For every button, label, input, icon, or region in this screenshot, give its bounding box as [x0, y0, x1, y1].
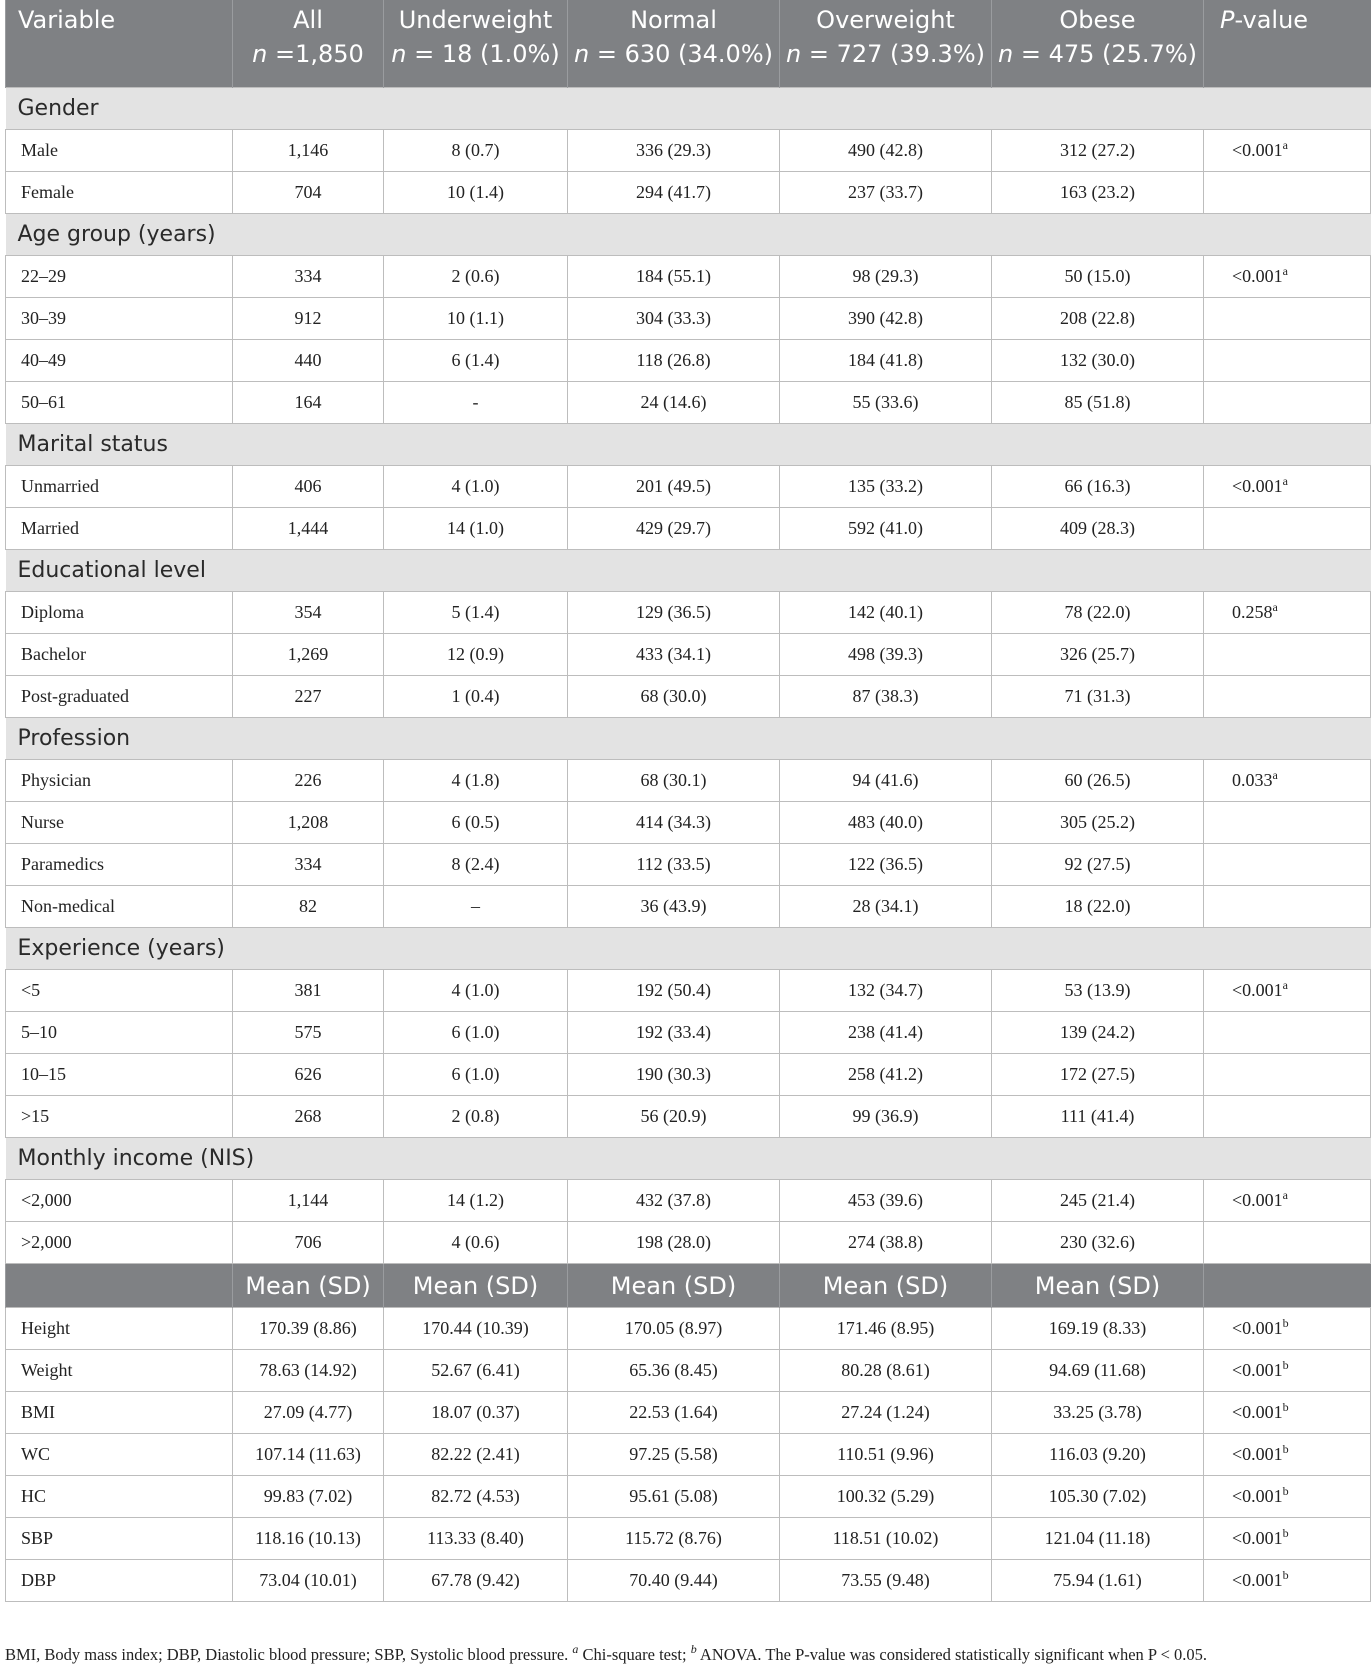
- cell-normal: 97.25 (5.58): [568, 1434, 780, 1476]
- table-row: [6, 886, 1371, 928]
- cell-overweight: 490 (42.8): [780, 130, 992, 172]
- cell-all: 118.16 (10.13): [233, 1518, 384, 1560]
- cell-all: 575: [233, 1012, 384, 1054]
- cell-all: 381: [233, 970, 384, 1012]
- p-value-footnote-mark: a: [1282, 1188, 1288, 1202]
- mean-sd-header-cell: Mean (SD): [233, 1264, 384, 1308]
- p-value-footnote-mark: b: [1282, 1316, 1289, 1330]
- table-row: [6, 1180, 1371, 1222]
- cell-normal: 56 (20.9): [568, 1096, 780, 1138]
- cell-normal: 432 (37.8): [568, 1180, 780, 1222]
- cell-obese: 78 (22.0): [992, 592, 1204, 634]
- cell-obese: 139 (24.2): [992, 1012, 1204, 1054]
- cell-underweight: 14 (1.0): [384, 508, 568, 550]
- cell-normal: 201 (49.5): [568, 466, 780, 508]
- row-label: WC: [6, 1434, 233, 1476]
- cell-normal: 68 (30.0): [568, 676, 780, 718]
- row-label: 5–10: [6, 1012, 233, 1054]
- row-label: SBP: [6, 1518, 233, 1560]
- p-value-text: <0.001: [1232, 1402, 1283, 1422]
- cell-p-value: [1204, 466, 1371, 508]
- p-value-text: <0.001: [1232, 1318, 1283, 1338]
- cell-obese: 230 (32.6): [992, 1222, 1204, 1264]
- row-label: 22–29: [6, 256, 233, 298]
- cell-underweight: 2 (0.8): [384, 1096, 568, 1138]
- p-value-text: <0.001: [1232, 1360, 1283, 1380]
- cell-overweight: 142 (40.1): [780, 592, 992, 634]
- cell-obese: 172 (27.5): [992, 1054, 1204, 1096]
- cell-obese: 116.03 (9.20): [992, 1434, 1204, 1476]
- p-value-text: <0.001: [1232, 980, 1283, 1000]
- p-value-footnote-mark: a: [1282, 978, 1288, 992]
- table-row: [6, 970, 1371, 1012]
- cell-obese: 53 (13.9): [992, 970, 1204, 1012]
- cell-underweight: –: [384, 886, 568, 928]
- column-header-underweight: Underweight: [384, 0, 568, 40]
- table-row: [6, 1350, 1371, 1392]
- table-row: [6, 256, 1371, 298]
- cell-normal: 304 (33.3): [568, 298, 780, 340]
- cell-overweight: 80.28 (8.61): [780, 1350, 992, 1392]
- data-table: [5, 0, 1371, 1602]
- cell-normal: 170.05 (8.97): [568, 1308, 780, 1350]
- row-label: Post-graduated: [6, 676, 233, 718]
- cell-all: 334: [233, 256, 384, 298]
- cell-normal: 429 (29.7): [568, 508, 780, 550]
- p-value-text: <0.001: [1232, 1486, 1283, 1506]
- column-header-obese: Obese: [992, 0, 1204, 40]
- row-label: Height: [6, 1308, 233, 1350]
- table-row: [6, 1392, 1371, 1434]
- cell-normal: 70.40 (9.44): [568, 1560, 780, 1602]
- cell-p-value: [1204, 298, 1371, 340]
- cell-all: 164: [233, 382, 384, 424]
- cell-all: 73.04 (10.01): [233, 1560, 384, 1602]
- p-value-text: <0.001: [1232, 476, 1283, 496]
- cell-obese: 66 (16.3): [992, 466, 1204, 508]
- cell-all: 354: [233, 592, 384, 634]
- table-row: [6, 1560, 1371, 1602]
- cell-normal: 68 (30.1): [568, 760, 780, 802]
- cell-overweight: 274 (38.8): [780, 1222, 992, 1264]
- p-value-footnote-mark: a: [1282, 138, 1288, 152]
- p-value-footnote-mark: b: [1282, 1526, 1289, 1540]
- cell-all: 170.39 (8.86): [233, 1308, 384, 1350]
- cell-normal: 192 (33.4): [568, 1012, 780, 1054]
- table-row: [6, 592, 1371, 634]
- cell-overweight: 94 (41.6): [780, 760, 992, 802]
- column-header-all: All: [233, 0, 384, 40]
- table-row: [6, 508, 1371, 550]
- cell-obese: 33.25 (3.78): [992, 1392, 1204, 1434]
- column-header-overweight: Overweight: [780, 0, 992, 40]
- cell-underweight: 4 (1.8): [384, 760, 568, 802]
- cell-underweight: 1 (0.4): [384, 676, 568, 718]
- cell-all: 912: [233, 298, 384, 340]
- cell-overweight: 28 (34.1): [780, 886, 992, 928]
- cell-p-value: [1204, 1392, 1371, 1434]
- cell-normal: 192 (50.4): [568, 970, 780, 1012]
- row-label: <5: [6, 970, 233, 1012]
- cell-overweight: 99 (36.9): [780, 1096, 992, 1138]
- cell-p-value: [1204, 1434, 1371, 1476]
- cell-p-value: [1204, 130, 1371, 172]
- cell-all: 107.14 (11.63): [233, 1434, 384, 1476]
- section-row: [6, 88, 1371, 130]
- header-count-all: n =1,850: [233, 40, 384, 88]
- header-count-obese: n = 475 (25.7%): [992, 40, 1204, 88]
- cell-underweight: -: [384, 382, 568, 424]
- cell-normal: 95.61 (5.08): [568, 1476, 780, 1518]
- p-value-text: 0.258: [1232, 602, 1273, 622]
- cell-underweight: 10 (1.1): [384, 298, 568, 340]
- cell-underweight: 5 (1.4): [384, 592, 568, 634]
- cell-normal: 36 (43.9): [568, 886, 780, 928]
- cell-underweight: 10 (1.4): [384, 172, 568, 214]
- cell-p-value: [1204, 508, 1371, 550]
- table-container: [5, 0, 1370, 1602]
- cell-underweight: 4 (1.0): [384, 466, 568, 508]
- row-label: Unmarried: [6, 466, 233, 508]
- section-title: Profession: [6, 718, 1371, 760]
- cell-underweight: 8 (0.7): [384, 130, 568, 172]
- header-count-overweight: n = 727 (39.3%): [780, 40, 992, 88]
- cell-p-value: [1204, 382, 1371, 424]
- cell-underweight: 67.78 (9.42): [384, 1560, 568, 1602]
- row-label: 40–49: [6, 340, 233, 382]
- cell-obese: 163 (23.2): [992, 172, 1204, 214]
- table-row: [6, 1096, 1371, 1138]
- cell-obese: 132 (30.0): [992, 340, 1204, 382]
- cell-all: 334: [233, 844, 384, 886]
- cell-overweight: 258 (41.2): [780, 1054, 992, 1096]
- cell-obese: 85 (51.8): [992, 382, 1204, 424]
- cell-p-value: [1204, 676, 1371, 718]
- p-value-footnote-mark: b: [1282, 1358, 1289, 1372]
- table-row: [6, 1012, 1371, 1054]
- cell-obese: 60 (26.5): [992, 760, 1204, 802]
- cell-normal: 112 (33.5): [568, 844, 780, 886]
- cell-all: 1,208: [233, 802, 384, 844]
- cell-underweight: 6 (1.4): [384, 340, 568, 382]
- cell-underweight: 6 (1.0): [384, 1054, 568, 1096]
- cell-overweight: 171.46 (8.95): [780, 1308, 992, 1350]
- column-header-variable: Variable: [6, 0, 233, 40]
- cell-all: 704: [233, 172, 384, 214]
- cell-all: 227: [233, 676, 384, 718]
- p-value-footnote-mark: b: [1282, 1400, 1289, 1414]
- p-value-footnote-mark: b: [1282, 1568, 1289, 1582]
- row-label: >2,000: [6, 1222, 233, 1264]
- cell-overweight: 87 (38.3): [780, 676, 992, 718]
- cell-all: 226: [233, 760, 384, 802]
- header-count-empty: [6, 40, 233, 88]
- mean-sd-header-cell: Mean (SD): [384, 1264, 568, 1308]
- section-title: Educational level: [6, 550, 1371, 592]
- section-title: Gender: [6, 88, 1371, 130]
- row-label: Married: [6, 508, 233, 550]
- cell-p-value: [1204, 844, 1371, 886]
- cell-p-value: [1204, 886, 1371, 928]
- cell-p-value: [1204, 634, 1371, 676]
- cell-p-value: [1204, 172, 1371, 214]
- cell-all: 78.63 (14.92): [233, 1350, 384, 1392]
- header-row-counts: [6, 40, 1371, 88]
- cell-all: 626: [233, 1054, 384, 1096]
- cell-overweight: 238 (41.4): [780, 1012, 992, 1054]
- mean-sd-header-cell: [1204, 1264, 1371, 1308]
- cell-underweight: 2 (0.6): [384, 256, 568, 298]
- cell-p-value: [1204, 1054, 1371, 1096]
- table-row: [6, 634, 1371, 676]
- p-value-footnote-mark: b: [1282, 1442, 1289, 1456]
- column-header-normal: Normal: [568, 0, 780, 40]
- section-row: [6, 550, 1371, 592]
- row-label: Female: [6, 172, 233, 214]
- row-label: 50–61: [6, 382, 233, 424]
- cell-underweight: 82.72 (4.53): [384, 1476, 568, 1518]
- section-row: [6, 214, 1371, 256]
- cell-underweight: 113.33 (8.40): [384, 1518, 568, 1560]
- cell-underweight: 52.67 (6.41): [384, 1350, 568, 1392]
- p-value-footnote-mark: a: [1282, 264, 1288, 278]
- row-label: <2,000: [6, 1180, 233, 1222]
- cell-overweight: 498 (39.3): [780, 634, 992, 676]
- cell-obese: 94.69 (11.68): [992, 1350, 1204, 1392]
- cell-normal: 190 (30.3): [568, 1054, 780, 1096]
- mean-sd-header-cell: Mean (SD): [992, 1264, 1204, 1308]
- row-label: Male: [6, 130, 233, 172]
- table-row: [6, 340, 1371, 382]
- cell-overweight: 100.32 (5.29): [780, 1476, 992, 1518]
- table-row: [6, 1476, 1371, 1518]
- header-count-p-empty: [1204, 40, 1371, 88]
- cell-all: 268: [233, 1096, 384, 1138]
- p-value-text: <0.001: [1232, 1444, 1283, 1464]
- row-label: 10–15: [6, 1054, 233, 1096]
- cell-overweight: 55 (33.6): [780, 382, 992, 424]
- table-row: [6, 130, 1371, 172]
- section-title: Age group (years): [6, 214, 1371, 256]
- row-label: Physician: [6, 760, 233, 802]
- cell-p-value: [1204, 1308, 1371, 1350]
- p-value-footnote-mark: b: [1282, 1484, 1289, 1498]
- table-row: [6, 844, 1371, 886]
- cell-underweight: 82.22 (2.41): [384, 1434, 568, 1476]
- cell-overweight: 135 (33.2): [780, 466, 992, 508]
- cell-obese: 312 (27.2): [992, 130, 1204, 172]
- cell-p-value: [1204, 1180, 1371, 1222]
- cell-all: 99.83 (7.02): [233, 1476, 384, 1518]
- header-row-titles: [6, 0, 1371, 40]
- cell-underweight: 8 (2.4): [384, 844, 568, 886]
- cell-p-value: [1204, 970, 1371, 1012]
- cell-normal: 184 (55.1): [568, 256, 780, 298]
- p-value-footnote-mark: a: [1272, 768, 1278, 782]
- cell-obese: 92 (27.5): [992, 844, 1204, 886]
- cell-obese: 305 (25.2): [992, 802, 1204, 844]
- cell-overweight: 592 (41.0): [780, 508, 992, 550]
- table-row: [6, 1054, 1371, 1096]
- section-row: [6, 424, 1371, 466]
- cell-normal: 115.72 (8.76): [568, 1518, 780, 1560]
- header-count-normal: n = 630 (34.0%): [568, 40, 780, 88]
- table-row: [6, 1308, 1371, 1350]
- row-label: 30–39: [6, 298, 233, 340]
- cell-obese: 245 (21.4): [992, 1180, 1204, 1222]
- cell-underweight: 12 (0.9): [384, 634, 568, 676]
- row-label: Diploma: [6, 592, 233, 634]
- cell-overweight: 184 (41.8): [780, 340, 992, 382]
- cell-obese: 121.04 (11.18): [992, 1518, 1204, 1560]
- mean-sd-header-cell: Mean (SD): [568, 1264, 780, 1308]
- cell-all: 706: [233, 1222, 384, 1264]
- row-label: HC: [6, 1476, 233, 1518]
- section-title: Experience (years): [6, 928, 1371, 970]
- table-row: [6, 172, 1371, 214]
- cell-underweight: 6 (0.5): [384, 802, 568, 844]
- table-row: [6, 676, 1371, 718]
- cell-overweight: 98 (29.3): [780, 256, 992, 298]
- cell-all: 1,269: [233, 634, 384, 676]
- cell-p-value: [1204, 802, 1371, 844]
- cell-underweight: 6 (1.0): [384, 1012, 568, 1054]
- p-value-text: <0.001: [1232, 266, 1283, 286]
- table-row: [6, 760, 1371, 802]
- cell-normal: 22.53 (1.64): [568, 1392, 780, 1434]
- cell-obese: 208 (22.8): [992, 298, 1204, 340]
- column-header-p-value: P-value: [1204, 0, 1371, 40]
- cell-underweight: 18.07 (0.37): [384, 1392, 568, 1434]
- cell-overweight: 110.51 (9.96): [780, 1434, 992, 1476]
- cell-p-value: [1204, 760, 1371, 802]
- cell-underweight: 14 (1.2): [384, 1180, 568, 1222]
- cell-normal: 198 (28.0): [568, 1222, 780, 1264]
- p-value-text: 0.033: [1232, 770, 1273, 790]
- cell-p-value: [1204, 1012, 1371, 1054]
- cell-overweight: 390 (42.8): [780, 298, 992, 340]
- section-title: Marital status: [6, 424, 1371, 466]
- cell-obese: 18 (22.0): [992, 886, 1204, 928]
- cell-p-value: [1204, 256, 1371, 298]
- row-label: Paramedics: [6, 844, 233, 886]
- mean-sd-header-cell: Mean (SD): [780, 1264, 992, 1308]
- mean-sd-header-row: [6, 1264, 1371, 1308]
- p-value-text: <0.001: [1232, 140, 1283, 160]
- cell-obese: 75.94 (1.61): [992, 1560, 1204, 1602]
- cell-all: 27.09 (4.77): [233, 1392, 384, 1434]
- cell-p-value: [1204, 340, 1371, 382]
- row-label: BMI: [6, 1392, 233, 1434]
- cell-overweight: 118.51 (10.02): [780, 1518, 992, 1560]
- cell-p-value: [1204, 1350, 1371, 1392]
- cell-normal: 433 (34.1): [568, 634, 780, 676]
- p-value-footnote-mark: a: [1282, 474, 1288, 488]
- cell-overweight: 27.24 (1.24): [780, 1392, 992, 1434]
- cell-overweight: 132 (34.7): [780, 970, 992, 1012]
- table-row: [6, 466, 1371, 508]
- cell-underweight: 4 (1.0): [384, 970, 568, 1012]
- cell-overweight: 453 (39.6): [780, 1180, 992, 1222]
- cell-p-value: [1204, 1518, 1371, 1560]
- cell-overweight: 237 (33.7): [780, 172, 992, 214]
- cell-underweight: 4 (0.6): [384, 1222, 568, 1264]
- row-label: >15: [6, 1096, 233, 1138]
- cell-normal: 129 (36.5): [568, 592, 780, 634]
- p-value-text: <0.001: [1232, 1528, 1283, 1548]
- table-header: [6, 0, 1371, 88]
- row-label: DBP: [6, 1560, 233, 1602]
- cell-p-value: [1204, 1476, 1371, 1518]
- cell-obese: 71 (31.3): [992, 676, 1204, 718]
- header-count-underweight: n = 18 (1.0%): [384, 40, 568, 88]
- cell-obese: 169.19 (8.33): [992, 1308, 1204, 1350]
- cell-overweight: 73.55 (9.48): [780, 1560, 992, 1602]
- cell-underweight: 170.44 (10.39): [384, 1308, 568, 1350]
- cell-obese: 326 (25.7): [992, 634, 1204, 676]
- table-row: [6, 1518, 1371, 1560]
- cell-p-value: [1204, 1096, 1371, 1138]
- row-label: Weight: [6, 1350, 233, 1392]
- p-value-text: <0.001: [1232, 1570, 1283, 1590]
- cell-all: 440: [233, 340, 384, 382]
- p-value-text: <0.001: [1232, 1190, 1283, 1210]
- section-row: [6, 1138, 1371, 1180]
- section-title: Monthly income (NIS): [6, 1138, 1371, 1180]
- table-row: [6, 382, 1371, 424]
- cell-all: 82: [233, 886, 384, 928]
- table-footnote: BMI, Body mass index; DBP, Diastolic blood pressure; SBP, Systolic blood pressure. $^a$ Chi-square test; $^b$ ANOVA. The P-value was considered statistically significant when P < 0.05.: [5, 1642, 1208, 1664]
- cell-all: 406: [233, 466, 384, 508]
- cell-normal: 336 (29.3): [568, 130, 780, 172]
- cell-all: 1,146: [233, 130, 384, 172]
- cell-normal: 294 (41.7): [568, 172, 780, 214]
- p-value-footnote-mark: a: [1272, 600, 1278, 614]
- table-row: [6, 298, 1371, 340]
- table-row: [6, 802, 1371, 844]
- cell-p-value: [1204, 592, 1371, 634]
- cell-normal: 65.36 (8.45): [568, 1350, 780, 1392]
- mean-sd-header-cell: [6, 1264, 233, 1308]
- cell-all: 1,444: [233, 508, 384, 550]
- row-label: Bachelor: [6, 634, 233, 676]
- table-row: [6, 1434, 1371, 1476]
- table-body: [6, 88, 1371, 1602]
- cell-overweight: 483 (40.0): [780, 802, 992, 844]
- cell-normal: 414 (34.3): [568, 802, 780, 844]
- cell-obese: 409 (28.3): [992, 508, 1204, 550]
- row-label: Nurse: [6, 802, 233, 844]
- cell-p-value: [1204, 1560, 1371, 1602]
- section-row: [6, 928, 1371, 970]
- cell-normal: 24 (14.6): [568, 382, 780, 424]
- row-label: Non-medical: [6, 886, 233, 928]
- cell-obese: 111 (41.4): [992, 1096, 1204, 1138]
- cell-overweight: 122 (36.5): [780, 844, 992, 886]
- cell-obese: 105.30 (7.02): [992, 1476, 1204, 1518]
- cell-normal: 118 (26.8): [568, 340, 780, 382]
- cell-all: 1,144: [233, 1180, 384, 1222]
- table-row: [6, 1222, 1371, 1264]
- cell-obese: 50 (15.0): [992, 256, 1204, 298]
- cell-p-value: [1204, 1222, 1371, 1264]
- section-row: [6, 718, 1371, 760]
